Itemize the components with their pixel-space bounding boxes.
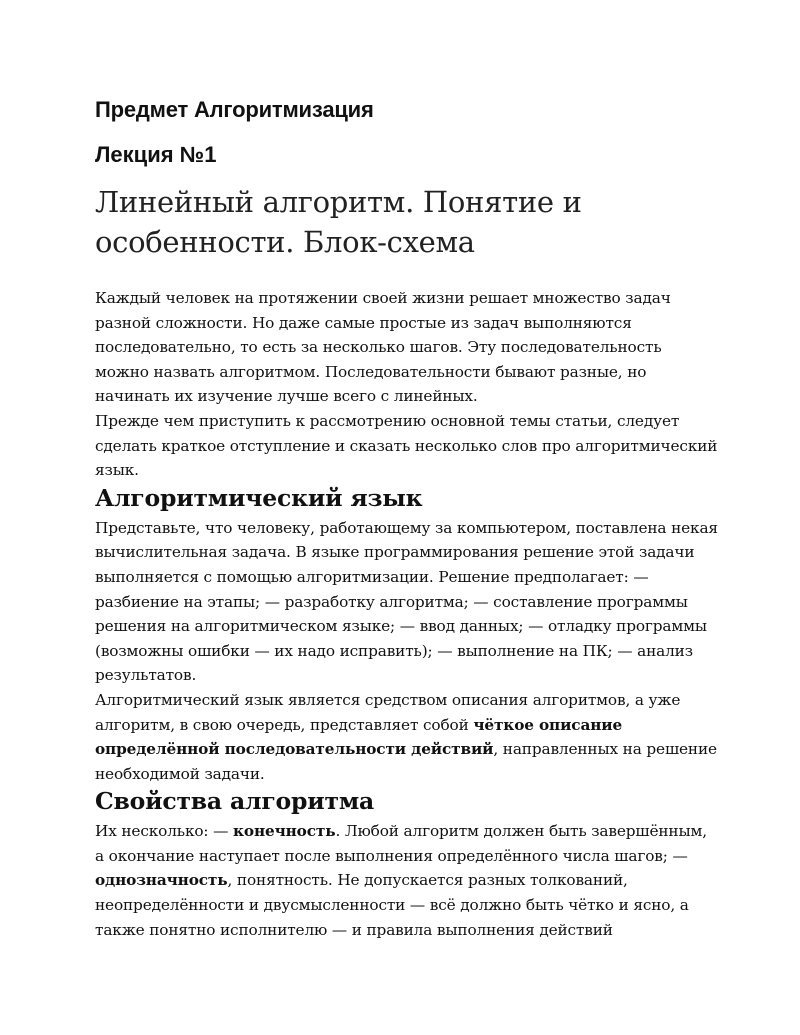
- intro-paragraph-1: Каждый человек на протяжении своей жизни решает множество задач разной сложности. Но даже самые простые из задач выполняются последовательно, то есть за несколько шагов. Эту последовательность можно назвать алгоритмом. Последовательности бывают разные, но начинать их изучение лучше всего с линейных.: [95, 289, 671, 406]
- language-text-after: , направленных на решение необходимой задачи.: [95, 740, 717, 783]
- language-text-before: Алгоритмический язык является средством описания алгоритмов, а уже алгоритм, в свою очередь, представляет собой: [95, 690, 681, 734]
- intro-paragraph-2: Прежде чем приступить к рассмотрению основной темы статьи, следует сделать краткое отступление и сказать несколько слов про алгоритмический язык.: [95, 411, 718, 480]
- page-title: Линейный алгоритм. Понятие и особенности. Блок-схема: [95, 185, 582, 259]
- section-heading-properties: Свойства алгоритма: [95, 787, 375, 816]
- subject-heading: Предмет Алгоритмизация: [95, 97, 374, 122]
- lecture-heading: Лекция №1: [95, 142, 217, 167]
- language-paragraph-1: Представьте, что человеку, работающему за компьютером, поставлена некая вычислительная задача. В языке программирования решение этой задачи выполняется с помощью алгоритмизации. Решение предполагает: — разбиение на этапы; — разработку алгоритма; — составление программы решения на алгоритмическом языке; — ввод данных; — отладку программы (возможны ошибки — их надо исправить); — выполнение на ПК; — анализ результатов.: [95, 518, 718, 685]
- language-paragraph-2: [95, 688, 720, 786]
- property-finiteness: конечность: [233, 822, 336, 841]
- section-heading-language: Алгоритмический язык: [95, 483, 423, 512]
- property-unambiguity: однозначность: [95, 871, 228, 890]
- properties-paragraph: [95, 819, 720, 942]
- document-page: [95, 95, 720, 942]
- properties-text-1: Их несколько: —: [95, 822, 234, 841]
- language-bold-definition: чёткое описание определённой последовательности действий: [95, 715, 623, 759]
- properties-text-2: . Любой алгоритм должен быть завершённым, а окончание наступает после выполнения определённого числа шагов; —: [95, 822, 707, 865]
- properties-text-3: , понятность. Не допускается разных толкований, неопределённости и двусмысленности — всё должно быть чётко и ясно, а также понятно исполнителю — и правила выполнения действий: [95, 871, 689, 939]
